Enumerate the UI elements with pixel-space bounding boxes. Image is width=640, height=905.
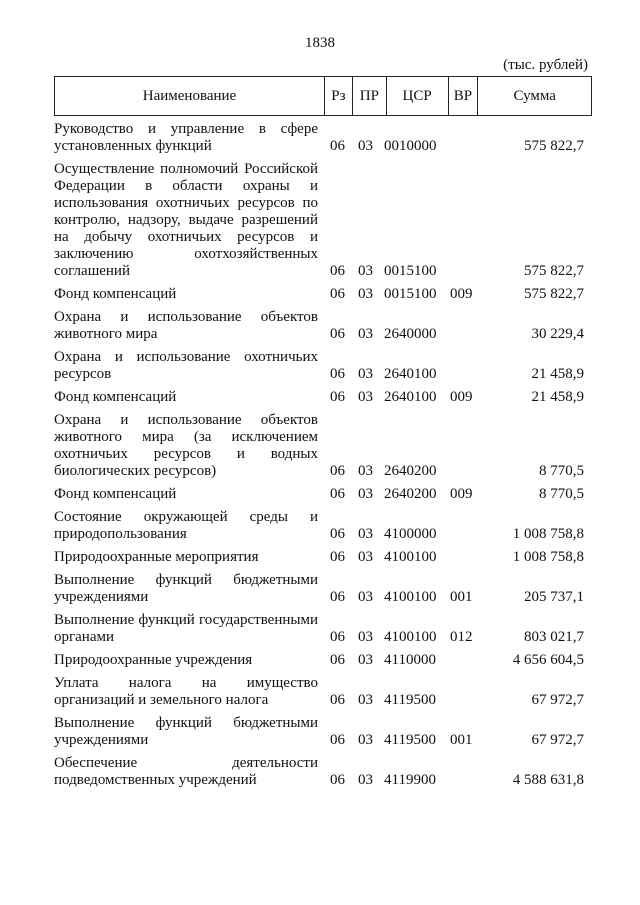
row-rz: 06 xyxy=(330,486,345,502)
row-pr: 03 xyxy=(358,286,373,302)
table-row xyxy=(54,406,584,480)
row-pr: 03 xyxy=(358,486,373,502)
table-row xyxy=(54,749,584,789)
row-name: Руководство и управление в сфере установленных функций xyxy=(54,121,318,154)
table-row xyxy=(54,303,584,343)
row-name: Природоохранные мероприятия xyxy=(54,549,259,565)
row-vr: 012 xyxy=(450,629,473,645)
row-pr: 03 xyxy=(358,326,373,342)
row-sum: 67 972,7 xyxy=(531,732,584,748)
row-pr: 03 xyxy=(358,366,373,382)
header-pr: ПР xyxy=(353,77,387,115)
row-csr: 2640200 xyxy=(384,463,437,479)
header-csr: ЦСР xyxy=(387,77,449,115)
row-name: Обеспечение деятельности подведомственных учреждений xyxy=(54,755,318,788)
row-sum: 575 822,7 xyxy=(524,286,584,302)
row-name: Осуществление полномочий Российской Федерации в области охраны и использования охотничьих ресурсов по контролю, надзору, выдаче разрешений на добычу охотничьих ресурсов и заключению охотхозяйственных соглашений xyxy=(54,161,318,279)
row-csr: 0015100 xyxy=(384,286,437,302)
table-row xyxy=(54,669,584,709)
row-rz: 06 xyxy=(330,138,345,154)
table-row xyxy=(54,280,584,303)
row-csr: 2640100 xyxy=(384,366,437,382)
row-rz: 06 xyxy=(330,549,345,565)
row-rz: 06 xyxy=(330,326,345,342)
row-csr: 4110000 xyxy=(384,652,436,668)
row-pr: 03 xyxy=(358,526,373,542)
row-name: Уплата налога на имущество организаций и земельного налога xyxy=(54,675,318,708)
row-csr: 0010000 xyxy=(384,138,437,154)
row-name: Выполнение функций бюджетными учреждениями xyxy=(54,715,318,748)
row-name: Фонд компенсаций xyxy=(54,486,177,502)
row-rz: 06 xyxy=(330,732,345,748)
row-sum: 21 458,9 xyxy=(531,366,584,382)
row-sum: 4 656 604,5 xyxy=(512,652,584,668)
row-sum: 1 008 758,8 xyxy=(512,526,584,542)
row-name: Охрана и использование объектов животного мира xyxy=(54,309,318,342)
table-row xyxy=(54,115,584,155)
row-sum: 21 458,9 xyxy=(531,389,584,405)
row-sum: 30 229,4 xyxy=(531,326,584,342)
row-csr: 2640000 xyxy=(384,326,437,342)
row-name: Фонд компенсаций xyxy=(54,389,177,405)
row-sum: 575 822,7 xyxy=(524,138,584,154)
table-row xyxy=(54,343,584,383)
row-rz: 06 xyxy=(330,692,345,708)
row-name: Выполнение функций бюджетными учреждениями xyxy=(54,572,318,605)
row-pr: 03 xyxy=(358,652,373,668)
row-name: Природоохранные учреждения xyxy=(54,652,253,668)
table-row xyxy=(54,543,584,566)
row-csr: 4100100 xyxy=(384,589,437,605)
row-name: Выполнение функций государственными органами xyxy=(54,612,318,645)
row-name: Охрана и использование объектов животного мира (за исключением охотничьих ресурсов и водных биологических ресурсов) xyxy=(54,412,318,479)
header-rz: Рз xyxy=(325,77,353,115)
row-sum: 1 008 758,8 xyxy=(512,549,584,565)
row-pr: 03 xyxy=(358,138,373,154)
row-pr: 03 xyxy=(358,463,373,479)
row-pr: 03 xyxy=(358,589,373,605)
units-label: (тыс. рублей) xyxy=(503,57,588,73)
row-rz: 06 xyxy=(330,366,345,382)
row-csr: 4100100 xyxy=(384,629,437,645)
row-rz: 06 xyxy=(330,526,345,542)
row-sum: 67 972,7 xyxy=(531,692,584,708)
table-row xyxy=(54,709,584,749)
row-csr: 0015100 xyxy=(384,263,437,279)
row-csr: 4100100 xyxy=(384,549,437,565)
row-sum: 205 737,1 xyxy=(524,589,584,605)
table-row xyxy=(54,503,584,543)
page-number: 1838 xyxy=(305,35,335,51)
row-pr: 03 xyxy=(358,732,373,748)
row-csr: 4100000 xyxy=(384,526,437,542)
row-vr: 009 xyxy=(450,389,473,405)
row-csr: 2640200 xyxy=(384,486,437,502)
row-rz: 06 xyxy=(330,629,345,645)
row-rz: 06 xyxy=(330,263,345,279)
table-row xyxy=(54,155,584,280)
row-pr: 03 xyxy=(358,629,373,645)
row-rz: 06 xyxy=(330,389,345,405)
header-sum: Сумма xyxy=(513,87,556,104)
row-pr: 03 xyxy=(358,389,373,405)
row-pr: 03 xyxy=(358,263,373,279)
row-pr: 03 xyxy=(358,772,373,788)
table-row xyxy=(54,480,584,503)
row-rz: 06 xyxy=(330,652,345,668)
row-rz: 06 xyxy=(330,286,345,302)
row-vr: 009 xyxy=(450,286,473,302)
row-csr: 4119500 xyxy=(384,732,436,748)
row-sum: 8 770,5 xyxy=(539,463,584,479)
header-name: Наименование xyxy=(55,77,325,115)
table-row xyxy=(54,383,584,406)
row-sum: 4 588 631,8 xyxy=(512,772,584,788)
header-vr: ВР xyxy=(449,77,479,115)
table-header xyxy=(54,76,592,116)
row-rz: 06 xyxy=(330,589,345,605)
row-sum: 8 770,5 xyxy=(539,486,584,502)
row-rz: 06 xyxy=(330,772,345,788)
row-csr: 4119500 xyxy=(384,692,436,708)
table-row xyxy=(54,606,584,646)
row-csr: 2640100 xyxy=(384,389,437,405)
row-pr: 03 xyxy=(358,692,373,708)
table-body xyxy=(54,115,584,789)
row-vr: 001 xyxy=(450,732,473,748)
row-name: Фонд компенсаций xyxy=(54,286,177,302)
row-sum: 803 021,7 xyxy=(524,629,584,645)
row-name: Состояние окружающей среды и природопользования xyxy=(54,509,318,542)
row-name: Охрана и использование охотничьих ресурсов xyxy=(54,349,318,382)
row-vr: 001 xyxy=(450,589,473,605)
row-sum: 575 822,7 xyxy=(524,263,584,279)
row-csr: 4119900 xyxy=(384,772,436,788)
table-row xyxy=(54,646,584,669)
row-pr: 03 xyxy=(358,549,373,565)
table-row xyxy=(54,566,584,606)
row-rz: 06 xyxy=(330,463,345,479)
row-vr: 009 xyxy=(450,486,473,502)
